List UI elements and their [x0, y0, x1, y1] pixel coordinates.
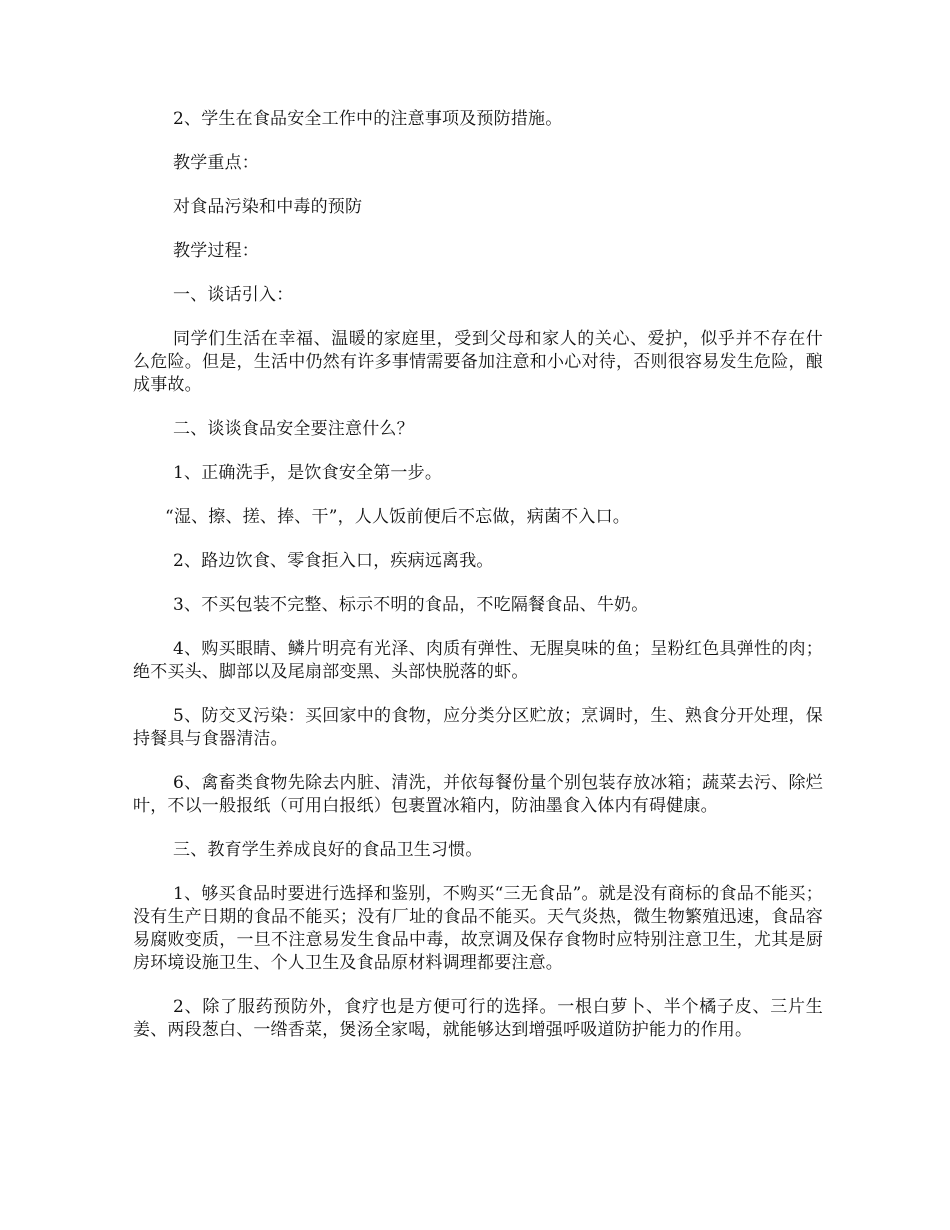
list-item-cross-contamination: 5、防交叉污染：买回家中的食物，应分类分区贮放；烹调时，生、熟食分开处理，保持餐具与食器清洁。: [133, 706, 823, 749]
paragraph-handwashing-steps: “湿、擦、搓、捧、干”，人人饭前便后不忘做，病菌不入口。: [165, 507, 630, 527]
paragraph-points-item-2: 2、学生在食品安全工作中的注意事项及预防措施。: [173, 109, 563, 129]
list-item-food-selection: 1、够买食品时要进行选择和鉴别，不购买“三无食品”。就是没有商标的食品不能买；没有生产日期的食品不能买；没有厂址的食品不能买。天气炎热，微生物繁殖迅速，食品容易腐败变质，一旦不注意易发生食品中毒，故烹调及保存食物时应特别注意卫生，尤其是厨房环境设施卫生、个人卫生及食品原材料调理都要注意。: [133, 884, 823, 973]
list-item-diet-therapy: 2、除了服药预防外，食疗也是方便可行的选择。一根白萝卜、半个橘子皮、三片生姜、两段葱白、一绺香菜，煲汤全家喝，就能够达到增强呼吸道防护能力的作用。: [133, 997, 823, 1040]
list-item-street-food: 2、路边饮食、零食拒入口，疾病远离我。: [173, 551, 494, 571]
heading-teaching-focus: 教学重点：: [173, 153, 259, 173]
list-item-buying-fish-meat: 4、购买眼睛、鳞片明亮有光泽、肉质有弹性、无腥臭味的鱼；呈粉红色具弹性的肉；绝不买头、脚部以及尾扇部变黑、头部快脱落的虾。: [133, 639, 823, 682]
paragraph-introduction: 同学们生活在幸福、温暖的家庭里，受到父母和家人的关心、爱护，似乎并不存在什么危险。但是，生活中仍然有许多事情需要备加注意和小心对待，否则很容易发生危险，酿成事故。: [133, 329, 823, 395]
paragraph-teaching-focus: 对食品污染和中毒的预防: [173, 197, 363, 217]
heading-section-1: 一、谈话引入：: [173, 285, 294, 305]
heading-section-2: 二、谈谈食品安全要注意什么？: [173, 419, 414, 439]
heading-section-3: 三、教育学生养成良好的食品卫生习惯。: [173, 840, 483, 860]
list-item-storage: 6、禽畜类食物先除去内脏、清洗，并依每餐份量个别包装存放冰箱；蔬菜去污、除烂叶，不以一般报纸（可用白报纸）包裹置冰箱内，防油墨食入体内有碍健康。: [133, 773, 823, 816]
heading-teaching-process: 教学过程：: [173, 241, 259, 261]
list-item-packaging: 3、不买包装不完整、标示不明的食品，不吃隔餐食品、牛奶。: [173, 595, 649, 615]
document-body: [133, 108, 823, 1063]
list-item-handwashing: 1、正确洗手，是饮食安全第一步。: [173, 463, 443, 483]
